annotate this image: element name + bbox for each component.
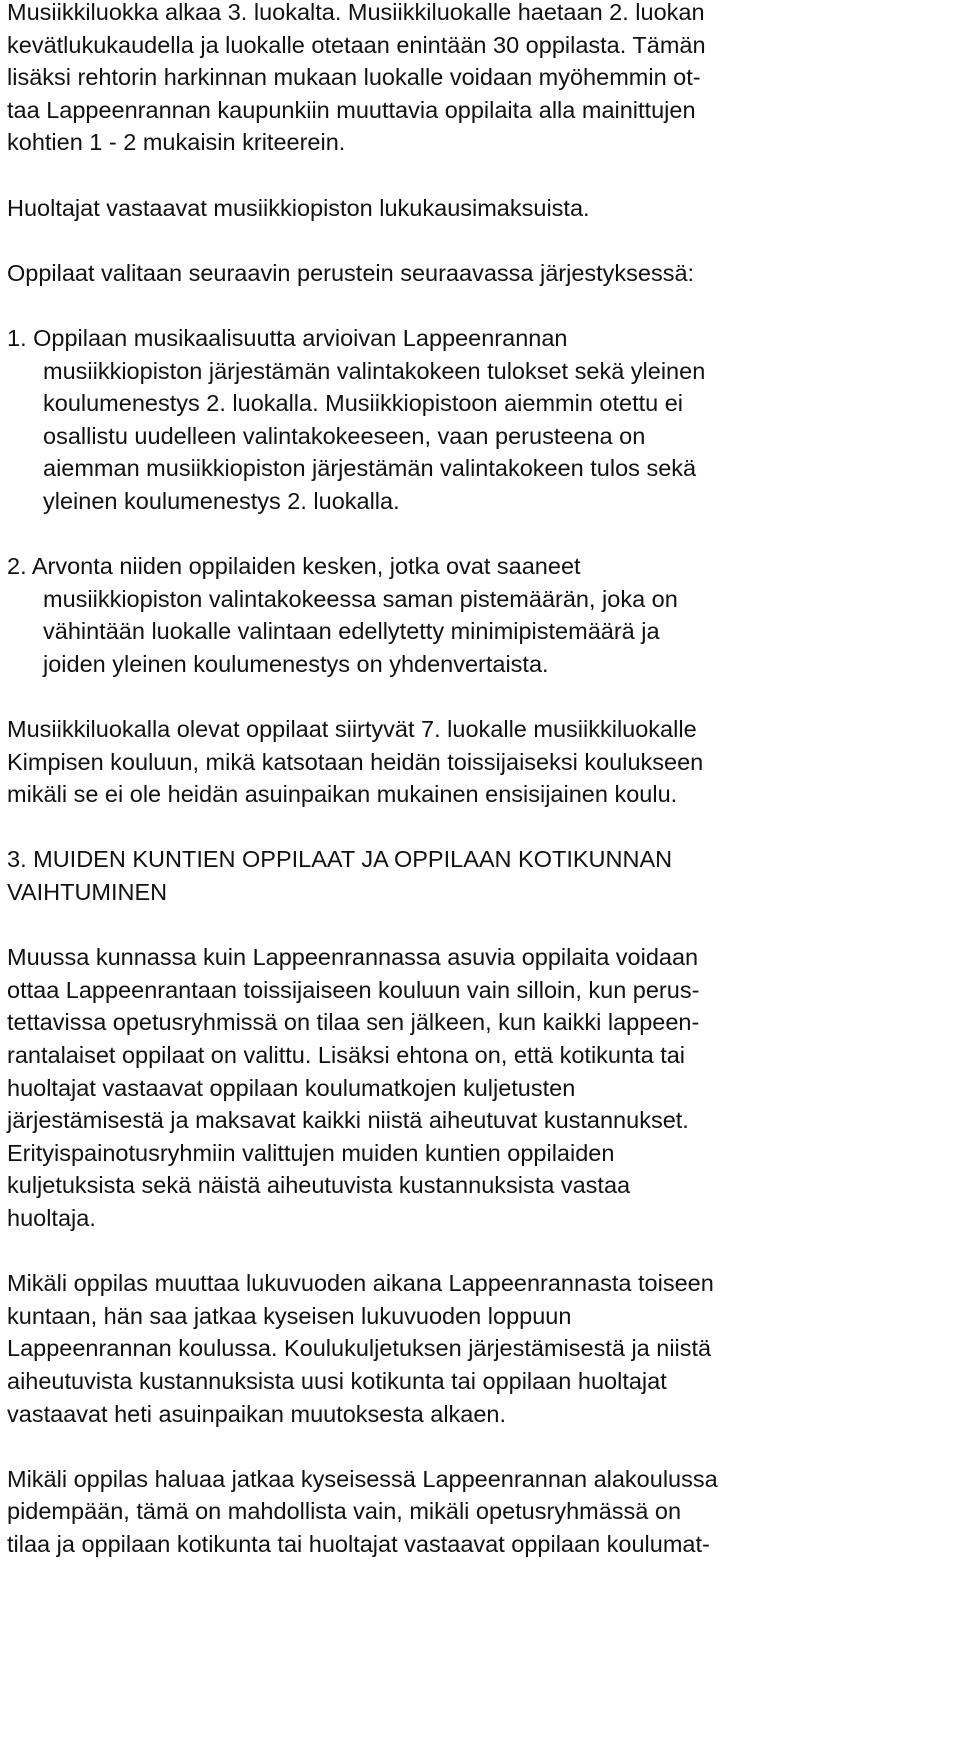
paragraph-gap	[7, 1235, 957, 1268]
paragraph-gap	[7, 680, 957, 713]
text-line-content: Arvonta niiden oppilaiden kesken, jotka ovat saaneet	[31, 553, 581, 580]
text-line: tilaa ja oppilaan kotikunta tai huoltajat vastaavat oppilaan koulumat-	[7, 1530, 710, 1557]
text-line: musiikkiopiston valintakokeessa saman pistemäärän, joka on	[43, 585, 678, 612]
text-line: Lappeenrannan koulussa. Koulukuljetuksen järjestämisestä ja niistä	[7, 1335, 712, 1362]
section-heading	[7, 843, 957, 908]
text-line: kohtien 1 - 2 mukaisin kriteerein.	[7, 129, 346, 156]
text-line: tettavissa opetusryhmissä on tilaa sen jälkeen, kun kaikki lappeen-	[7, 1009, 700, 1036]
text-line: osallistu uudelleen valintakokeeseen, vaan perusteena on	[43, 422, 646, 449]
text-line: kuntaan, hän saa jatkaa kyseisen lukuvuoden loppuun	[7, 1302, 572, 1329]
paragraph-transfer-to-grade-7	[7, 713, 957, 811]
text-line: VAIHTUMINEN	[7, 879, 168, 906]
text-line: Musiikkiluokka alkaa 3. luokalta. Musiikkiluokalle haetaan 2. luokan	[7, 0, 705, 25]
text-line: huoltajat vastaavat oppilaan koulumatkojen kuljetusten	[7, 1074, 576, 1101]
paragraph-gap	[7, 159, 957, 192]
text-line: taa Lappeenrannan kaupunkiin muuttavia oppilaita alla mainittujen	[7, 96, 696, 123]
text-line: Oppilaat valitaan seuraavin perustein seuraavassa järjestyksessä:	[7, 259, 695, 286]
text-line	[7, 322, 957, 355]
text-line: vähintään luokalle valintaan edellytetty minimipistemäärä ja	[43, 618, 660, 645]
text-line: aiheutuvista kustannuksista uusi kotikunta tai oppilaan huoltajat	[7, 1367, 667, 1394]
text-line: mikäli se ei ole heidän asuinpaikan mukainen ensisijainen koulu.	[7, 781, 678, 808]
paragraph-continue-in-school	[7, 1463, 957, 1561]
text-line: Huoltajat vastaavat musiikkiopiston lukukausimaksuista.	[7, 194, 590, 221]
text-line: ottaa Lappeenrantaan toissijaiseen kouluun vain silloin, kun perus-	[7, 976, 700, 1003]
paragraph-gap	[7, 224, 957, 257]
paragraph-moving-during-year	[7, 1267, 957, 1430]
paragraph-selection-criteria-intro	[7, 257, 957, 290]
text-line: koulumenestys 2. luokalla. Musiikkiopistoon aiemmin otettu ei	[43, 390, 684, 417]
text-line: kuljetuksista sekä näistä aiheutuvista kustannuksista vastaa	[7, 1172, 631, 1199]
paragraph-gap	[7, 1430, 957, 1463]
paragraph-gap	[7, 811, 957, 844]
criteria-item-2	[7, 550, 957, 680]
text-line: joiden yleinen koulumenestys on yhdenvertaista.	[43, 650, 549, 677]
text-line: 3. MUIDEN KUNTIEN OPPILAAT JA OPPILAAN KOTIKUNNAN	[7, 846, 673, 873]
text-line: pidempään, tämä on mahdollista vain, mikäli opetusryhmässä on	[7, 1498, 682, 1525]
paragraph-other-municipalities	[7, 941, 957, 1234]
text-line: Musiikkiluokalla olevat oppilaat siirtyvät 7. luokalle musiikkiluokalle	[7, 716, 697, 743]
paragraph-gap	[7, 289, 957, 322]
text-line: huoltaja.	[7, 1204, 96, 1231]
text-line: vastaavat heti asuinpaikan muutoksesta alkaen.	[7, 1400, 507, 1427]
text-line: yleinen koulumenestys 2. luokalla.	[43, 487, 400, 514]
text-line: Kimpisen kouluun, mikä katsotaan heidän toissijaiseksi koulukseen	[7, 748, 704, 775]
document-page	[7, 0, 957, 1561]
text-line: rantalaiset oppilaat on valittu. Lisäksi ehtona on, että kotikunta tai	[7, 1042, 686, 1068]
text-line	[7, 550, 957, 583]
text-line: Mikäli oppilas muuttaa lukuvuoden aikana Lappeenrannasta toiseen	[7, 1270, 714, 1297]
paragraph-music-class-intro	[7, 0, 957, 159]
criteria-item-1	[7, 322, 957, 518]
text-line: kevätlukukaudella ja luokalle otetaan enintään 30 oppilasta. Tämän	[7, 31, 706, 58]
paragraph-gap	[7, 518, 957, 551]
text-line: Muussa kunnassa kuin Lappeenrannassa asuvia oppilaita voidaan	[7, 944, 699, 971]
text-line: aiemman musiikkiopiston järjestämän valintakokeen tulos sekä	[43, 455, 697, 482]
text-line: järjestämisestä ja maksavat kaikki niistä aiheutuvat kustannukset.	[7, 1107, 689, 1134]
paragraph-gap	[7, 909, 957, 942]
list-number: 2.	[7, 553, 27, 580]
text-line: lisäksi rehtorin harkinnan mukaan luokalle voidaan myöhemmin ot-	[7, 64, 701, 91]
list-number: 1.	[7, 324, 27, 351]
text-line: Erityispainotusryhmiin valittujen muiden kuntien oppilaiden	[7, 1139, 615, 1166]
paragraph-tuition-fees	[7, 192, 957, 225]
text-line: Mikäli oppilas haluaa jatkaa kyseisessä Lappeenrannan alakoulussa	[7, 1465, 718, 1492]
text-line-content: Oppilaan musikaalisuutta arvioivan Lappeenrannan	[33, 324, 568, 351]
text-line: musiikkiopiston järjestämän valintakokeen tulokset sekä yleinen	[43, 357, 706, 384]
